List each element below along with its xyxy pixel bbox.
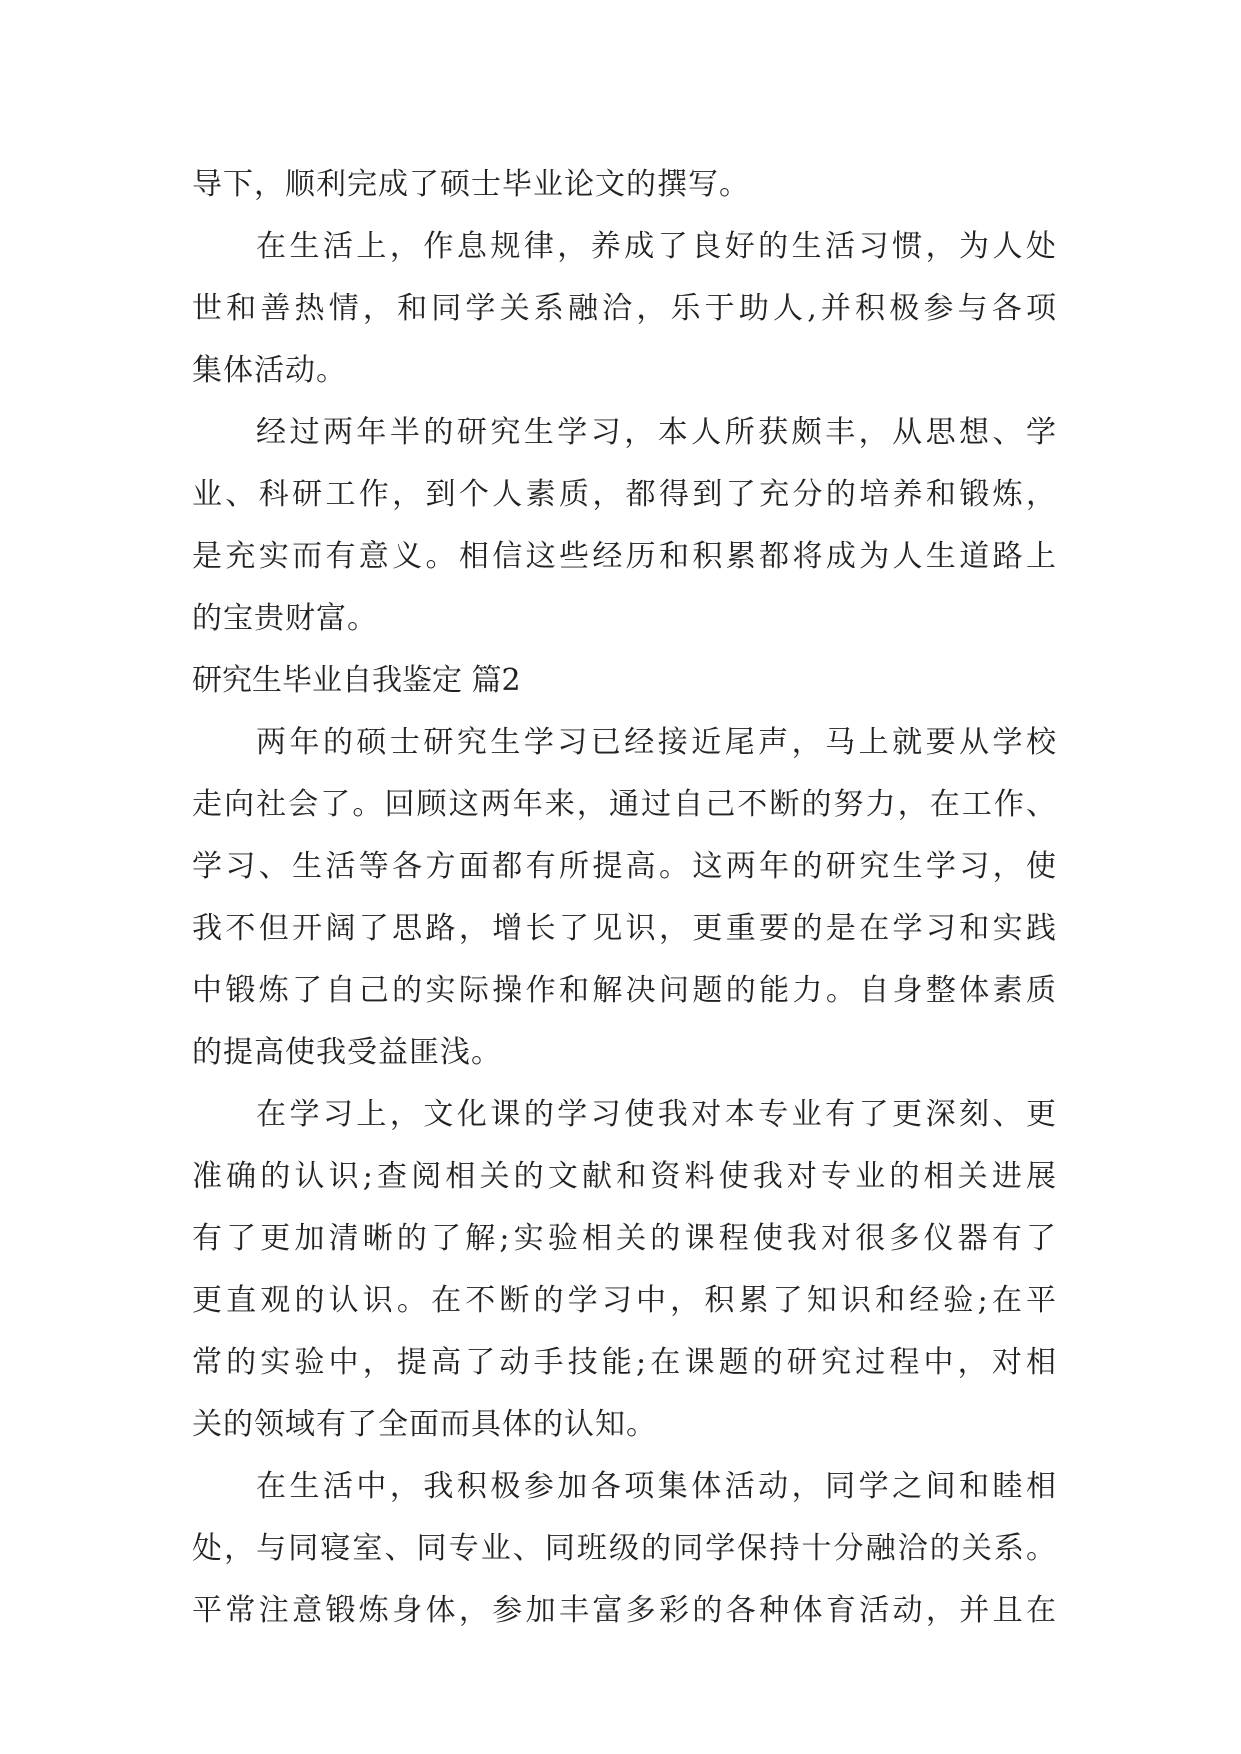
section-heading: 研究生毕业自我鉴定 篇2	[192, 663, 521, 698]
text-line: 准确的认识;查阅相关的文献和资料使我对专业的相关进展	[192, 1159, 1057, 1194]
text-line: 中锻炼了自己的实际操作和解决问题的能力。自身整体素质	[192, 973, 1057, 1008]
text-line: 的宝贵财富。	[192, 601, 378, 636]
text-line: 有了更加清晰的了解;实验相关的课程使我对很多仪器有了	[192, 1221, 1057, 1256]
text-line: 导下，顺利完成了硕士毕业论文的撰写。	[192, 167, 750, 202]
text-line: 学习、生活等各方面都有所提高。这两年的研究生学习，使	[192, 849, 1057, 884]
text-line: 平常注意锻炼身体，参加丰富多彩的各种体育活动，并且在	[192, 1593, 1057, 1628]
text-line: 走向社会了。回顾这两年来，通过自己不断的努力，在工作、	[192, 787, 1057, 822]
text-line: 处，与同寝室、同专业、同班级的同学保持十分融洽的关系。	[192, 1531, 1057, 1566]
text-line: 世和善热情，和同学关系融洽，乐于助人,并积极参与各项	[192, 291, 1057, 326]
text-line: 我不但开阔了思路，增长了见识，更重要的是在学习和实践	[192, 911, 1057, 946]
text-line: 的提高使我受益匪浅。	[192, 1035, 502, 1070]
text-line: 业、科研工作，到个人素质，都得到了充分的培养和锻炼，	[192, 477, 1057, 512]
paragraph-first-line: 在学习上，文化课的学习使我对本专业有了更深刻、更	[256, 1097, 1057, 1132]
paragraph-first-line: 两年的硕士研究生学习已经接近尾声，马上就要从学校	[256, 725, 1057, 760]
text-line: 是充实而有意义。相信这些经历和积累都将成为人生道路上	[192, 539, 1057, 574]
paragraph-first-line: 在生活中，我积极参加各项集体活动，同学之间和睦相	[256, 1469, 1057, 1504]
paragraph-first-line: 在生活上，作息规律，养成了良好的生活习惯，为人处	[256, 229, 1057, 264]
text-line: 更直观的认识。在不断的学习中，积累了知识和经验;在平	[192, 1283, 1057, 1318]
text-line: 集体活动。	[192, 353, 347, 388]
text-line: 常的实验中，提高了动手技能;在课题的研究过程中，对相	[192, 1345, 1057, 1380]
text-line: 关的领域有了全面而具体的认知。	[192, 1407, 657, 1442]
paragraph-first-line: 经过两年半的研究生学习，本人所获颇丰，从思想、学	[256, 415, 1057, 450]
document-body	[192, 154, 1057, 1642]
